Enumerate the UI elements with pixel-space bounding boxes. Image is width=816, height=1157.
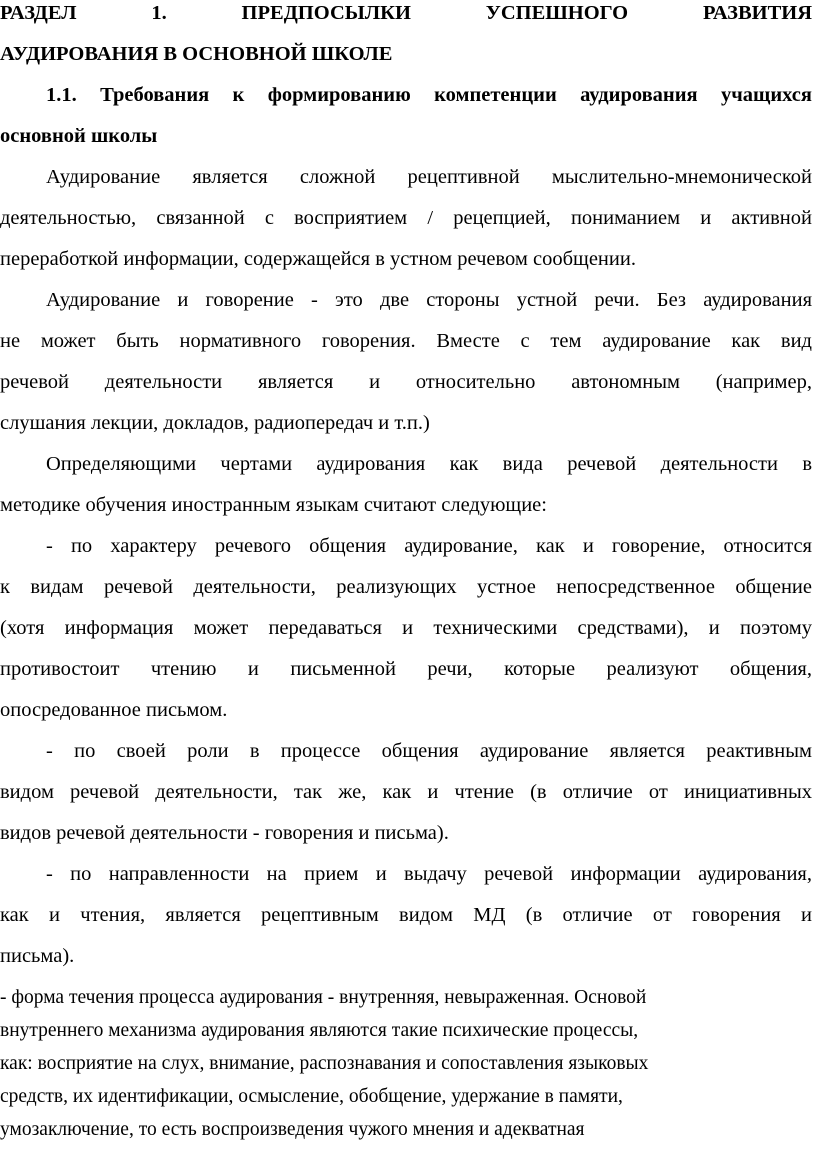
paragraph-1-line-1: Аудирование является сложной рецептивной мыслительно-мнемонической: [46, 166, 812, 188]
paragraph-2-line-3: речевой деятельности является и относительно автономным (например,: [0, 371, 812, 393]
paragraph-6-line-3: письма).: [0, 945, 75, 967]
paragraph-3-line-2: методике обучения иностранным языкам считают следующие:: [0, 494, 547, 516]
paragraph-1-line-3: переработкой информации, содержащейся в устном речевом сообщении.: [0, 248, 636, 270]
paragraph-6-line-2: как и чтения, является рецептивным видом МД (в отличие от говорения и: [0, 904, 812, 926]
paragraph-4-line-2: к видам речевой деятельности, реализующих устное непосредственное общение: [0, 576, 812, 598]
section-heading-line-2: АУДИРОВАНИЯ В ОСНОВНОЙ ШКОЛЕ: [0, 43, 393, 65]
paragraph-2-line-2: не может быть нормативного говорения. Вместе с тем аудирование как вид: [0, 330, 812, 352]
paragraph-7-line-3: как: восприятие на слух, внимание, распознавания и сопоставления языковых: [0, 1053, 649, 1074]
paragraph-5-line-1: - по своей роли в процессе общения аудирование является реактивным: [46, 740, 812, 762]
paragraph-7-line-4: средств, их идентификации, осмысление, обобщение, удержание в памяти,: [0, 1086, 623, 1107]
paragraph-5-line-2: видом речевой деятельности, так же, как и чтение (в отличие от инициативных: [0, 781, 812, 803]
paragraph-3-line-1: Определяющими чертами аудирования как вида речевой деятельности в: [46, 453, 812, 475]
paragraph-7-line-1: - форма течения процесса аудирования - внутренняя, невыраженная. Основой: [0, 987, 647, 1008]
paragraph-1-line-2: деятельностью, связанной с восприятием / рецепцией, пониманием и активной: [0, 207, 812, 229]
paragraph-2-line-1: Аудирование и говорение - это две стороны устной речи. Без аудирования: [46, 289, 812, 311]
paragraph-4-line-1: - по характеру речевого общения аудирование, как и говорение, относится: [46, 535, 812, 557]
paragraph-6-line-1: - по направленности на прием и выдачу речевой информации аудирования,: [46, 863, 812, 885]
paragraph-2-line-4: слушания лекции, докладов, радиопередач и т.п.): [0, 412, 430, 434]
section-heading-line-1: РАЗДЕЛ 1. ПРЕДПОСЫЛКИ УСПЕШНОГО РАЗВИТИЯ: [0, 2, 812, 24]
paragraph-4-line-4: противостоит чтению и письменной речи, которые реализуют общения,: [0, 658, 812, 680]
subsection-heading-line-1: 1.1. Требования к формированию компетенции аудирования учащихся: [46, 84, 812, 106]
paragraph-7-line-2: внутреннего механизма аудирования являются такие психические процессы,: [0, 1020, 639, 1041]
subsection-heading-line-2: основной школы: [0, 125, 158, 147]
paragraph-4-line-5: опосредованное письмом.: [0, 699, 228, 721]
paragraph-7-line-5: умозаключение, то есть воспроизведения чужого мнения и адекватная: [0, 1119, 585, 1140]
paragraph-4-line-3: (хотя информация может передаваться и техническими средствами), и поэтому: [0, 617, 812, 639]
paragraph-5-line-3: видов речевой деятельности - говорения и письма).: [0, 822, 449, 844]
